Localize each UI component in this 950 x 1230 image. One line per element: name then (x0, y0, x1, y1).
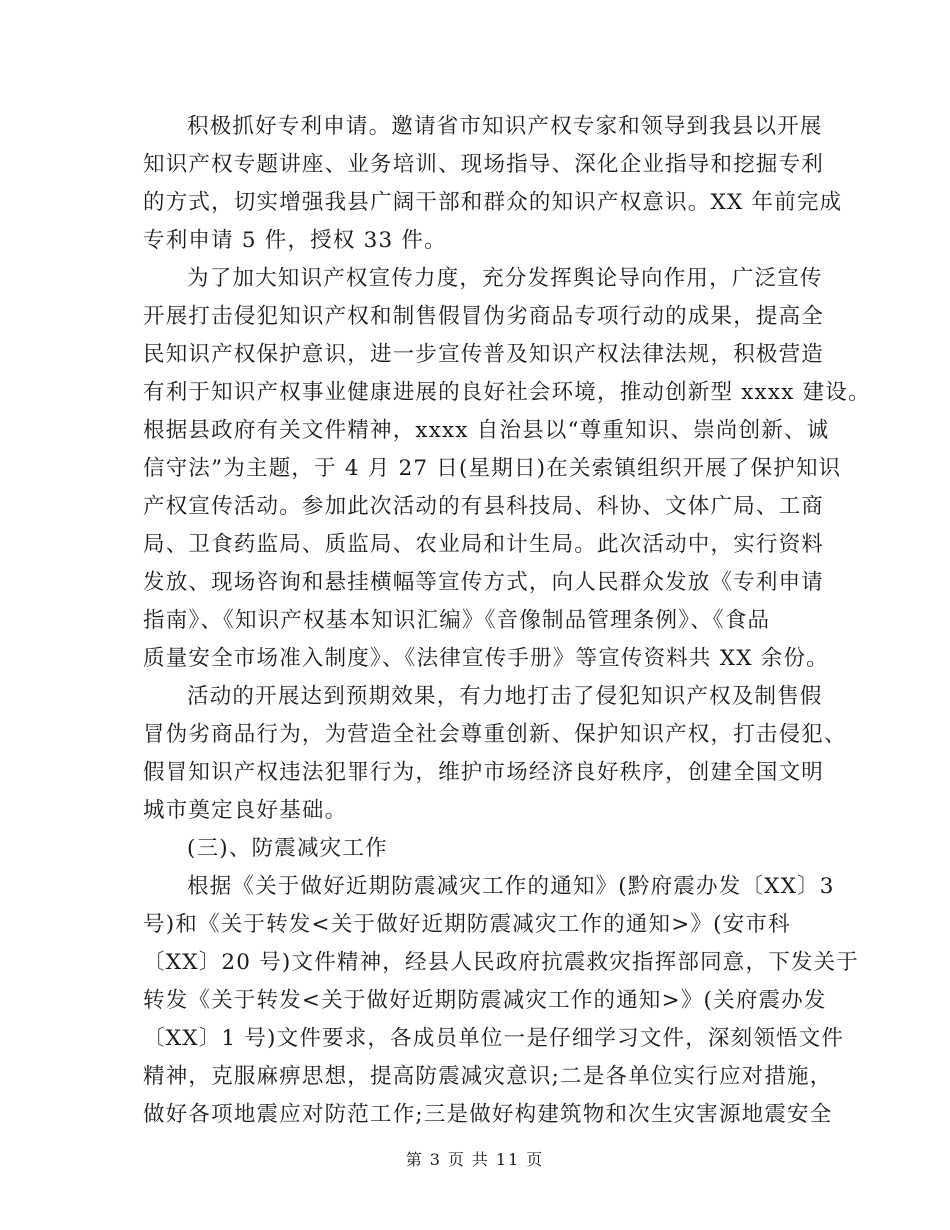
text-line: 有利于知识产权事业健康进展的良好社会环境，推动创新型 xxxx 建设。 (143, 380, 871, 405)
text-line: 号)和《关于转发<关于做好近期防震减灾工作的通知>》(安市科 (143, 912, 791, 937)
text-line: 假冒知识产权违法犯罪行为，维护市场经济良好秩序，创建全国文明 (143, 760, 825, 785)
text-line: 精神，克服麻痹思想，提高防震减灾意识;二是各单位实行应对措施， (143, 1064, 833, 1089)
text-line: 知识产权专题讲座、业务培训、现场指导、深化企业指导和挖掘专利 (143, 152, 825, 177)
text-line: 民知识产权保护意识，进一步宣传普及知识产权法律法规，积极营造 (143, 342, 825, 367)
text-line: 转发《关于转发<关于做好近期防震减灾工作的通知>》(关府震办发 (143, 988, 827, 1013)
text-line: 积极抓好专利申请。邀请省市知识产权专家和领导到我县以开展 (187, 114, 823, 139)
text-line: 根据县政府有关文件精神，xxxx 自治县以“尊重知识、崇尚创新、诚 (143, 418, 830, 443)
text-line: 专利申请 5 件，授权 33 件。 (143, 228, 447, 253)
text-line: 信守法”为主题，于 4 月 27 日(星期日)在关索镇组织开展了保护知识 (143, 456, 842, 481)
text-line: 产权宣传活动。参加此次活动的有县科技局、科协、文体广局、工商 (143, 494, 825, 519)
footer-prefix: 第 (405, 1150, 424, 1169)
section-heading: (三)、防震减灾工作 (187, 836, 388, 861)
text-line: 的方式，切实增强我县广阔干部和群众的知识产权意识。XX 年前完成 (143, 190, 843, 215)
text-line: 〔XX〕20 号)文件精神，经县人民政府抗震救灾指挥部同意，下发关于 (143, 950, 859, 975)
text-line: 根据《关于做好近期防震减灾工作的通知》(黔府震办发〔XX〕3 (187, 874, 835, 899)
footer-page-label: 页 (447, 1150, 466, 1169)
text-line: 做好各项地震应对防范工作;三是做好构建筑物和次生灾害源地震安全 (143, 1102, 833, 1127)
total-pages-number: 11 (495, 1150, 521, 1169)
text-line: 城市奠定良好基础。 (143, 798, 348, 823)
text-line: 局、卫食药监局、质监局、农业局和计生局。此次活动中，实行资料 (143, 532, 825, 557)
text-line: 活动的开展达到预期效果，有力地打击了侵犯知识产权及制售假 (187, 684, 823, 709)
footer-suffix: 页 (526, 1150, 545, 1169)
text-line: 指南》、《知识产权基本知识汇编》《音像制品管理条例》、《食品 (143, 608, 771, 633)
text-line: 〔XX〕1 号)文件要求，各成员单位一是仔细学习文件，深刻领悟文件 (143, 1026, 845, 1051)
text-line: 发放、现场咨询和悬挂横幅等宣传方式，向人民群众发放《专利申请 (143, 570, 825, 595)
text-line: 为了加大知识产权宣传力度，充分发挥舆论导向作用，广泛宣传 (187, 266, 823, 291)
document-body (143, 108, 871, 1134)
current-page-number: 3 (429, 1150, 442, 1169)
text-line: 质量安全市场准入制度》、《法律宣传手册》等宣传资料共 XX 余份。 (143, 646, 829, 671)
page-footer (0, 1150, 950, 1170)
text-line: 冒伪劣商品行为，为营造全社会尊重创新、保护知识产权，打击侵犯、 (143, 722, 847, 747)
footer-total-label: 共 (471, 1150, 490, 1169)
text-line: 开展打击侵犯知识产权和制售假冒伪劣商品专项行动的成果，提高全 (143, 304, 825, 329)
